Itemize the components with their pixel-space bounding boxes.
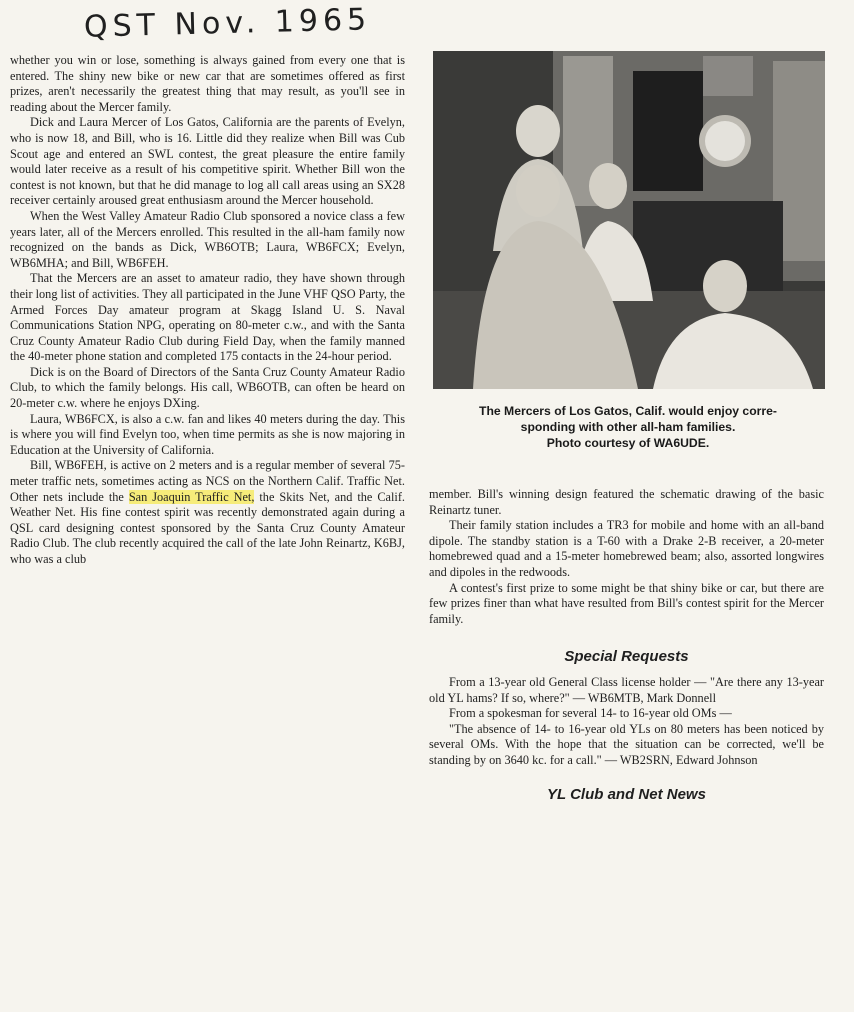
request-paragraph: From a spokesman for several 14- to 16-year old OMs — xyxy=(449,706,732,721)
family-photo xyxy=(433,51,825,389)
paragraph-text-before-highlight: Bill, WB6FEH, is active on 2 meters and is a regular member of several 75-meter traffic nets, sometimes acting as NCS on the Northern Calif. Traffic Net. Other nets include the xyxy=(10,458,405,504)
yl-club-news-heading: YL Club and Net News xyxy=(547,785,706,803)
highlighted-text: San Joaquin Traffic Net, xyxy=(128,489,255,504)
article-paragraph: When the West Valley Amateur Radio Club sponsored a novice class a few years later, all of the Mercers enrolled. This resulted in the all-ham family now recognized on the bands as Dick, WB6OTB; Laura, WB6FCX; Evelyn, WB6MHA; and Bill, WB6FEH. xyxy=(10,208,405,270)
article-paragraph: A contest's first prize to some might be that shiny bike or car, but there are few prizes finer than what have resulted from Bill's contest spirit for the Mercer family. xyxy=(429,580,824,626)
article-paragraph: Dick and Laura Mercer of Los Gatos, California are the parents of Evelyn, who is now 18, and Bill, who is 16. Little did they realize when Bill was Cub Scout age and entered an SWL contest, the great pleasure the entire family would later receive as a result of his competitive spirit. Whether Bill won the contest is not known, but that he did manage to log all call areas using an SX28 receiver certainly aroused great enthusiasm around the Mercer household. xyxy=(10,115,405,208)
special-requests-heading: Special Requests xyxy=(564,648,689,666)
article-paragraph-bill xyxy=(10,458,405,567)
article-paragraph: Dick is on the Board of Directors of the Santa Cruz County Amateur Radio Club, to which the family belongs. His call, WB6OTB, can often be heard on 20-meter c.w. where he enjoys DXing. xyxy=(10,364,405,411)
article-paragraph: member. Bill's winning design featured the schematic drawing of the basic Reinartz tuner. xyxy=(429,487,824,517)
article-paragraph: That the Mercers are an asset to amateur radio, they have shown through their long list of activities. They all participated in the June VHF QSO Party, the Armed Forces Day amateur program at Skagg Island U. S. Naval Communications Station NPG, operating on 80-meter c.w., and with the Santa Cruz County Amateur Radio Club during Field Day, when the family manned the 40-meter phone station and completed 175 contacts in the 24-hour period. xyxy=(10,271,405,364)
right-article-column xyxy=(429,487,824,802)
photo-caption xyxy=(428,403,828,451)
caption-line: sponding with other all-ham families. xyxy=(520,420,736,434)
request-paragraph: "The absence of 14- to 16-year old YLs on 80 meters has been noticed by several OMs. With the hope that the situation can be corrected, we'll be standing by on 3640 kc. for a call." — WB2SRN, Edward Johnson xyxy=(429,721,824,767)
article-paragraph: whether you win or lose, something is always gained from every one that is entered. The shiny new bike or new car that are sometimes offered as first prizes, aren't necessarily the greatest thing that may result, as you'll see in reading about the Mercer family. xyxy=(10,53,405,114)
caption-line: The Mercers of Los Gatos, Calif. would enjoy corre- xyxy=(479,404,777,418)
caption-line: Photo courtesy of WA6UDE. xyxy=(546,436,710,450)
article-paragraph: Laura, WB6FCX, is also a c.w. fan and likes 40 meters during the day. This is where you will find Evelyn too, when time permits as she is now majoring in Education at the University of California. xyxy=(10,411,405,457)
article-paragraph: Their family station includes a TR3 for mobile and home with an all-band dipole. The standby station is a T-60 with a Drake 2-B receiver, a 20-meter homebrewed quad and a 15-meter homebrewed beam; also, assorted longwires and dipoles in the redwoods. xyxy=(429,518,824,579)
paragraph-text-after-highlight: the Skits Net, and the Calif. Weather Net. His fine contest spirit was recently demonstrated again during a QSL card designing contest sponsored by the Santa Cruz County Amateur Radio Club. The club recently acquired the call of the late John Reinartz, K6BJ, who was a club xyxy=(10,489,406,566)
left-article-column xyxy=(10,53,405,568)
family-photo-image xyxy=(433,51,825,389)
handwritten-date-note: QST Nov. 1965 xyxy=(83,2,372,45)
request-paragraph: From a 13-year old General Class license holder — "Are there any 13-year old YL hams? If so, where?" — WB6MTB, Mark Donnell xyxy=(429,674,824,705)
